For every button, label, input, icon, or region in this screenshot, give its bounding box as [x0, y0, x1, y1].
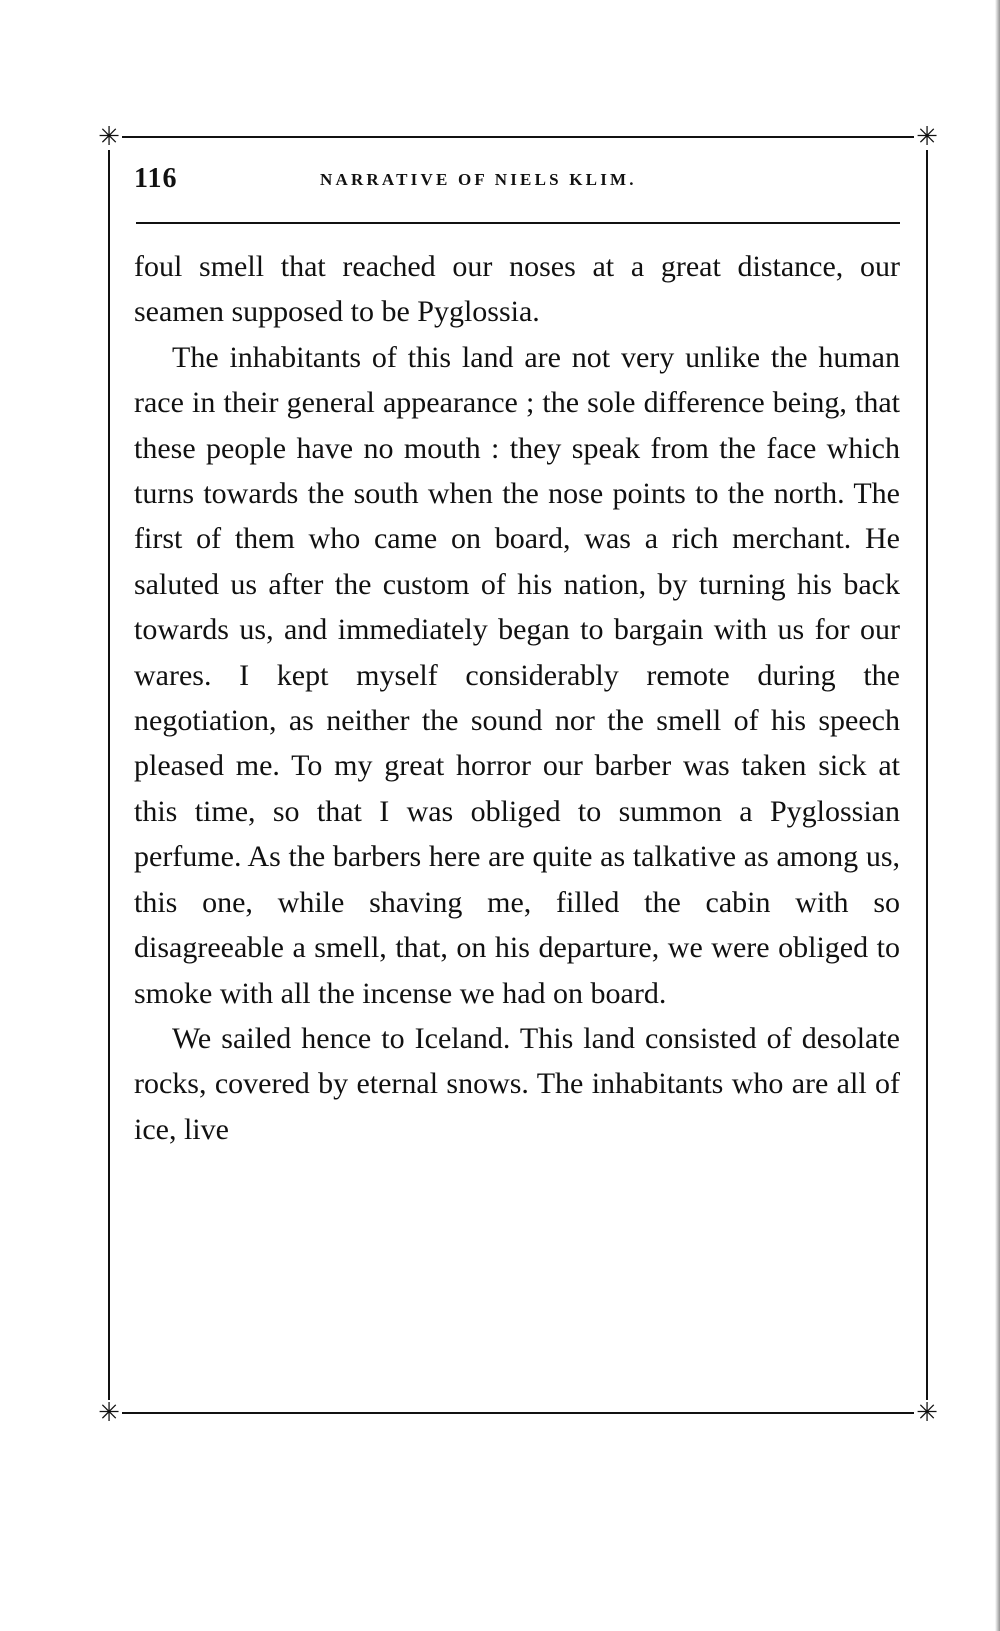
body-text [134, 244, 900, 1152]
corner-ornament-icon: ✳ [914, 124, 940, 150]
corner-ornament-icon: ✳ [96, 124, 122, 150]
paragraph: We sailed hence to Iceland. This land consisted of desolate rocks, covered by eternal snows. The inhabitants who are all of ice, live [134, 1021, 900, 1146]
paragraph: foul smell that reached our noses at a great distance, our seamen supposed to be Pyglossia. [134, 250, 900, 329]
paragraph: The inhabitants of this land are not very unlike the human race in their general appearance ; the sole difference being, that these people have no mouth : they speak from the face which turns towards the south when the nose points to the north. The first of them who came on board, was a rich merchant. He saluted us after the custom of his nation, by turning his back towards us, and immediately began to bargain with us for our wares. I kept myself considerably remote during the negotiation, as neither the sound nor the smell of his speech pleased me. To my great horror our barber was taken sick at this time, so that I was obliged to summon a Pyglossian perfume. As the barbers here are quite as talkative as among us, this one, while shaving me, filled the cabin with so disagreeable a smell, that, on his departure, we were obliged to smoke with all the incense we had on board. [134, 340, 900, 1010]
header-rule [136, 222, 900, 224]
page-edge-shadow [995, 0, 1000, 1631]
frame-top-rule [97, 136, 921, 138]
running-header [134, 163, 900, 199]
frame-left-rule [108, 136, 110, 1414]
frame-bottom-rule [97, 1412, 921, 1414]
frame-right-rule [926, 136, 928, 1414]
running-title: NARRATIVE OF NIELS KLIM. [320, 170, 637, 189]
corner-ornament-icon: ✳ [96, 1400, 122, 1426]
corner-ornament-icon: ✳ [914, 1400, 940, 1426]
page-number: 116 [134, 163, 178, 194]
